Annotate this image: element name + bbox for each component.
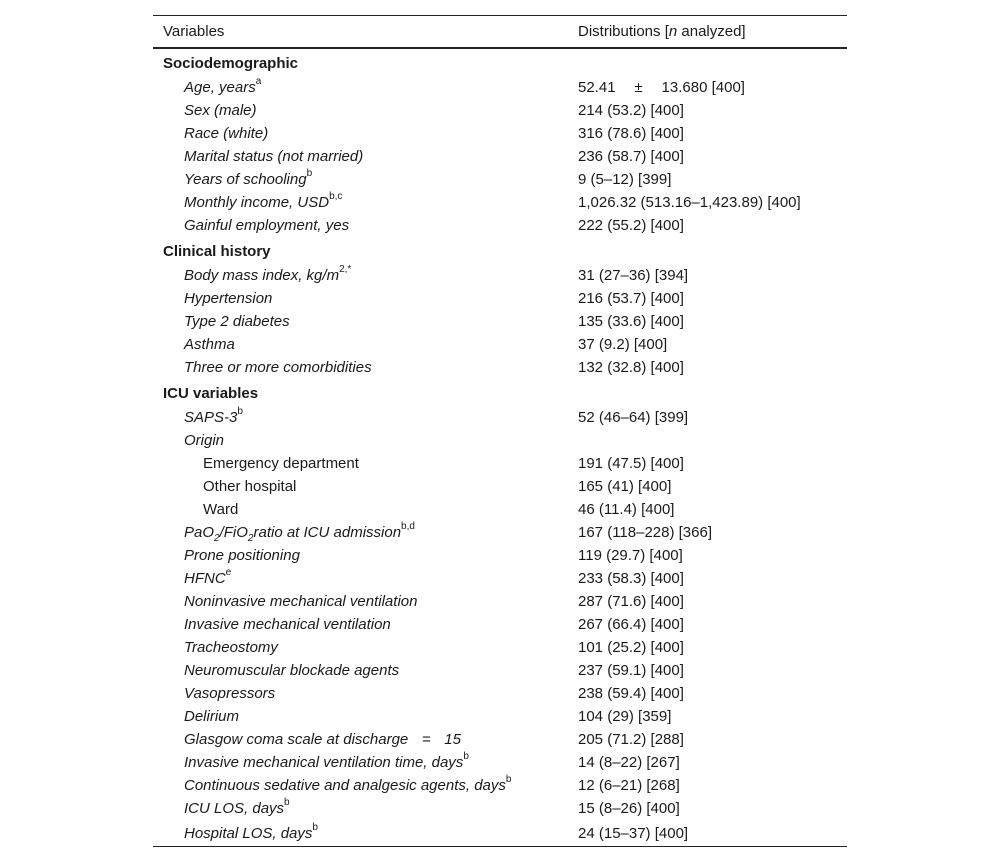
table-row [153, 797, 847, 820]
row-label [153, 521, 578, 544]
label-text: Years of schooling [184, 171, 307, 188]
footnote-mark: b [505, 774, 512, 785]
row-label: Sex (male) [184, 102, 257, 119]
row-value: 132 (32.8) [400] [578, 359, 684, 376]
table-row [153, 452, 847, 475]
row-value: 267 (66.4) [400] [578, 616, 684, 633]
row-value: 238 (59.4) [400] [578, 685, 684, 702]
footnote-mark: 2,* [339, 264, 352, 275]
row-label [153, 264, 578, 287]
table-row [153, 168, 847, 191]
table-row [153, 774, 847, 797]
row-value: 37 (9.2) [400] [578, 336, 668, 353]
table-row [153, 333, 847, 356]
row-value: 165 (41) [400] [578, 478, 672, 495]
table-row [153, 544, 847, 567]
row-label: Origin [184, 432, 225, 449]
row-value: 52 (46–64) [399] [578, 409, 689, 426]
label-text: PaO [184, 524, 215, 541]
label-text: Glasgow coma scale at discharge [184, 731, 409, 748]
characteristics-table [153, 15, 847, 847]
row-value: 237 (59.1) [400] [578, 662, 684, 679]
footnote-mark: b [306, 168, 313, 179]
row-label: Neuromuscular blockade agents [184, 662, 400, 679]
label-text: Age, years [184, 79, 256, 96]
row-label: Invasive mechanical ventilation [184, 616, 391, 633]
label-text: ratio at ICU admission [253, 524, 402, 541]
row-value: 15 (8–26) [400] [578, 800, 680, 817]
row-value: 24 (15–37) [400] [578, 824, 689, 842]
row-label: Race (white) [184, 125, 269, 142]
row-value: 101 (25.2) [400] [578, 639, 684, 656]
row-value: 1,026.32 (513.16–1,423.89) [400] [578, 194, 801, 211]
table-row [153, 705, 847, 728]
row-label: Gainful employment, yes [184, 217, 350, 234]
row-label: Other hospital [203, 478, 297, 495]
section-icu-variables [153, 379, 847, 406]
row-value: 216 (53.7) [400] [578, 290, 684, 307]
row-value: 12 (6–21) [268] [578, 777, 680, 794]
table-row [153, 659, 847, 682]
row-label [153, 76, 578, 99]
row-label: Marital status (not married) [184, 148, 364, 165]
row-label: Prone positioning [184, 547, 300, 564]
header-dist-n: n [668, 23, 678, 40]
label-text: Invasive mechanical ventilation time, days [184, 754, 464, 771]
row-value: 119 (29.7) [400] [578, 547, 683, 564]
footnote-mark: b [284, 797, 290, 808]
section-sociodemographic [153, 48, 847, 76]
table-row [153, 287, 847, 310]
label-text: Hospital LOS, days [184, 824, 313, 842]
row-value: 222 (55.2) [400] [578, 217, 684, 234]
footnote-mark: b [237, 406, 243, 417]
subscript: 2 [214, 533, 220, 544]
table-row [153, 310, 847, 333]
row-label: Vasopressors [184, 685, 276, 702]
table-row [153, 264, 847, 287]
row-label [153, 751, 578, 774]
row-label: Tracheostomy [184, 639, 278, 656]
row-value: 135 (33.6) [400] [578, 313, 684, 330]
row-label [153, 191, 578, 214]
table-row [153, 728, 847, 751]
header-dist-suffix: analyzed] [677, 23, 746, 40]
table-row [153, 751, 847, 774]
label-text: SAPS-3 [184, 409, 238, 426]
row-value [578, 429, 847, 452]
row-value: 236 (58.7) [400] [578, 148, 684, 165]
row-label: Delirium [184, 708, 240, 725]
plus-minus: ± [634, 79, 643, 96]
table-row [153, 356, 847, 379]
row-label [153, 406, 578, 429]
table-row [153, 682, 847, 705]
footnote-mark: b [463, 751, 469, 762]
row-label [153, 820, 578, 847]
table-row [153, 429, 847, 452]
row-value: 104 (29) [359] [578, 708, 672, 725]
table-row [153, 214, 847, 237]
label-text: /FiO [219, 524, 248, 541]
row-value [578, 76, 847, 99]
table-row [153, 122, 847, 145]
section-title: Clinical history [163, 243, 271, 260]
footnote-mark: e [225, 567, 232, 578]
label-text: HFNC [184, 570, 226, 587]
table-row [153, 76, 847, 99]
table-row [153, 99, 847, 122]
row-value: 31 (27–36) [394] [578, 267, 689, 284]
row-value: 167 (118–228) [366] [578, 524, 712, 541]
subscript: 2 [247, 533, 254, 544]
row-value: 316 (78.6) [400] [578, 125, 684, 142]
section-title: Sociodemographic [163, 55, 299, 72]
row-label [153, 728, 578, 751]
row-label: Three or more comorbidities [184, 359, 372, 376]
label-text: Continuous sedative and analgesic agents, days [184, 777, 506, 794]
header-dist-prefix: Distributions [ [578, 23, 669, 40]
row-value: 205 (71.2) [288] [578, 731, 684, 748]
table-row [153, 191, 847, 214]
row-label [153, 168, 578, 191]
table-row [153, 406, 847, 429]
row-label [153, 774, 578, 797]
characteristics-table-container [153, 15, 847, 847]
row-label: Noninvasive mechanical ventilation [184, 593, 418, 610]
row-value: 214 (53.2) [400] [578, 102, 684, 119]
row-label: Asthma [184, 336, 235, 353]
section-clinical-history [153, 237, 847, 264]
age-mean: 52.41 [578, 79, 616, 96]
table-header-row [153, 16, 847, 49]
table-row [153, 475, 847, 498]
row-value: 46 (11.4) [400] [578, 501, 675, 518]
row-label: Hypertension [184, 290, 273, 307]
header-distributions [578, 16, 847, 49]
table-row [153, 636, 847, 659]
row-value: 233 (58.3) [400] [578, 570, 684, 587]
footnote-mark: b [312, 821, 318, 833]
table-row [153, 567, 847, 590]
table-row [153, 820, 847, 847]
header-variables: Variables [163, 23, 225, 40]
row-label: Type 2 diabetes [184, 313, 290, 330]
table-row [153, 590, 847, 613]
row-value: 191 (47.5) [400] [578, 455, 684, 472]
table-row [153, 145, 847, 168]
equals-sign: = [421, 731, 431, 748]
footnote-mark: a [255, 76, 262, 87]
row-label: Emergency department [203, 455, 359, 472]
age-sd: 13.680 [400] [661, 79, 745, 96]
label-text: Body mass index, kg/m [184, 267, 340, 284]
row-label: Ward [203, 501, 239, 518]
table-row [153, 521, 847, 544]
gcs-threshold: 15 [444, 731, 461, 748]
label-text: ICU LOS, days [184, 800, 285, 817]
label-text: Monthly income, USD [184, 194, 330, 211]
footnote-mark: b,d [401, 521, 415, 532]
row-label [153, 797, 578, 820]
row-label [153, 567, 578, 590]
table-row [153, 498, 847, 521]
footnote-mark: b,c [329, 191, 343, 202]
table-row [153, 613, 847, 636]
row-value: 14 (8–22) [267] [578, 754, 680, 771]
row-value: 9 (5–12) [399] [578, 171, 672, 188]
row-value: 287 (71.6) [400] [578, 593, 684, 610]
section-title: ICU variables [163, 385, 259, 402]
